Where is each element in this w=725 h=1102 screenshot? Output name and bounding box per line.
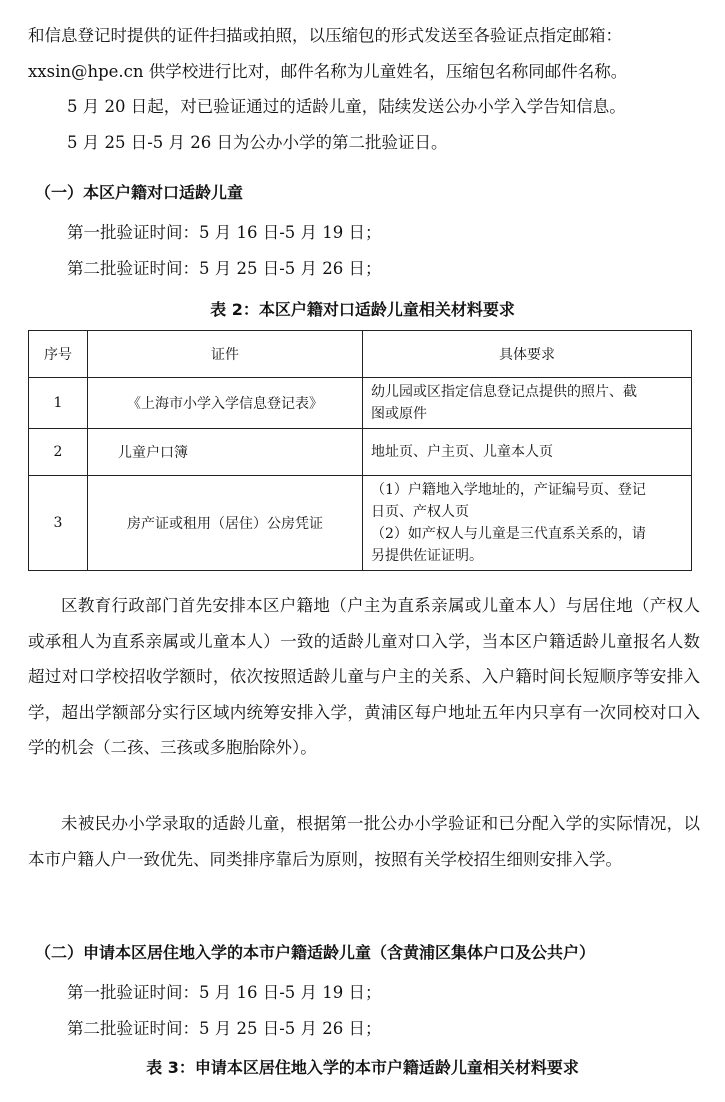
requirement-line: 另提供佐证证明。 (371, 548, 483, 564)
table-header-row (29, 331, 692, 378)
batch-time: 第二批验证时间：5 月 25 日-5 月 26 日； (67, 259, 382, 278)
requirement-cell (363, 476, 692, 571)
requirement-line: 图或原件 (371, 406, 427, 422)
body-paragraph: 区教育行政部门首先安排本区户籍地（户主为直系亲属或儿童本人）与居住地（产权人或承租人为直系亲属或儿童本人）一致的适龄儿童对口入学，当本区户籍适龄儿童报名人数超过对口学校招收学额时，依次按照适龄儿童与户主的关系、入户籍时间长短顺序等安排入学，超出学额部分实行区域内统筹安排入学，黄浦区每户地址五年内只享有一次同校对口入学的机会（二孩、三孩或多胞胎除外）。 (28, 596, 700, 757)
body-paragraph: 未被民办小学录取的适龄儿童，根据第一批公办小学验证和已分配入学的实际情况，以本市户籍人户一致优先、同类排序靠后为原则，按照有关学校招生细则安排入学。 (28, 814, 700, 869)
requirements-table (28, 330, 692, 571)
table-row (29, 429, 692, 476)
text-line: 和信息登记时提供的证件扫描或拍照，以压缩包的形式发送至各验证点指定邮箱： (28, 26, 622, 45)
table-caption: 表 2：本区户籍对口适龄儿童相关材料要求 (210, 300, 515, 319)
section-heading: （一）本区户籍对口适龄儿童 (35, 183, 244, 202)
row-number: 1 (29, 378, 88, 429)
requirement-line: （1）户籍地入学地址的，产证编号页、登记 (371, 482, 646, 498)
requirement-line: 幼儿园或区指定信息登记点提供的照片、截 (371, 384, 637, 400)
row-number: 3 (29, 476, 88, 571)
document-name: 儿童户口簿 (88, 429, 363, 476)
table-row (29, 476, 692, 571)
table-caption: 表 3：申请本区居住地入学的本市户籍适龄儿童相关材料要求 (146, 1058, 579, 1077)
batch-time: 第二批验证时间：5 月 25 日-5 月 26 日； (67, 1019, 382, 1038)
text-line: 5 月 25 日-5 月 26 日为公办小学的第二批验证日。 (67, 133, 448, 152)
text-line: xxsin@hpe.cn 供学校进行比对，邮件名称为儿童姓名，压缩包名称同邮件名称。 (28, 62, 628, 81)
column-header: 具体要求 (363, 331, 692, 378)
column-header: 序号 (29, 331, 88, 378)
row-number: 2 (29, 429, 88, 476)
requirement-cell (363, 378, 692, 429)
document-name: 《上海市小学入学信息登记表》 (88, 378, 363, 429)
batch-time: 第一批验证时间：5 月 16 日-5 月 19 日； (67, 983, 382, 1002)
table-row (29, 378, 692, 429)
section-heading: （二）申请本区居住地入学的本市户籍适龄儿童（含黄浦区集体户口及公共户） (35, 943, 596, 962)
requirement-cell (363, 429, 692, 476)
batch-time: 第一批验证时间：5 月 16 日-5 月 19 日； (67, 223, 382, 242)
requirement-line: 地址页、户主页、儿童本人页 (371, 444, 553, 460)
document-name: 房产证或租用（居住）公房凭证 (88, 476, 363, 571)
column-header: 证件 (88, 331, 363, 378)
requirement-line: （2）如产权人与儿童是三代直系关系的，请 (371, 526, 646, 542)
requirement-line: 日页、产权人页 (371, 504, 469, 520)
text-line: 5 月 20 日起，对已验证通过的适龄儿童，陆续发送公办小学入学告知信息。 (67, 97, 626, 116)
